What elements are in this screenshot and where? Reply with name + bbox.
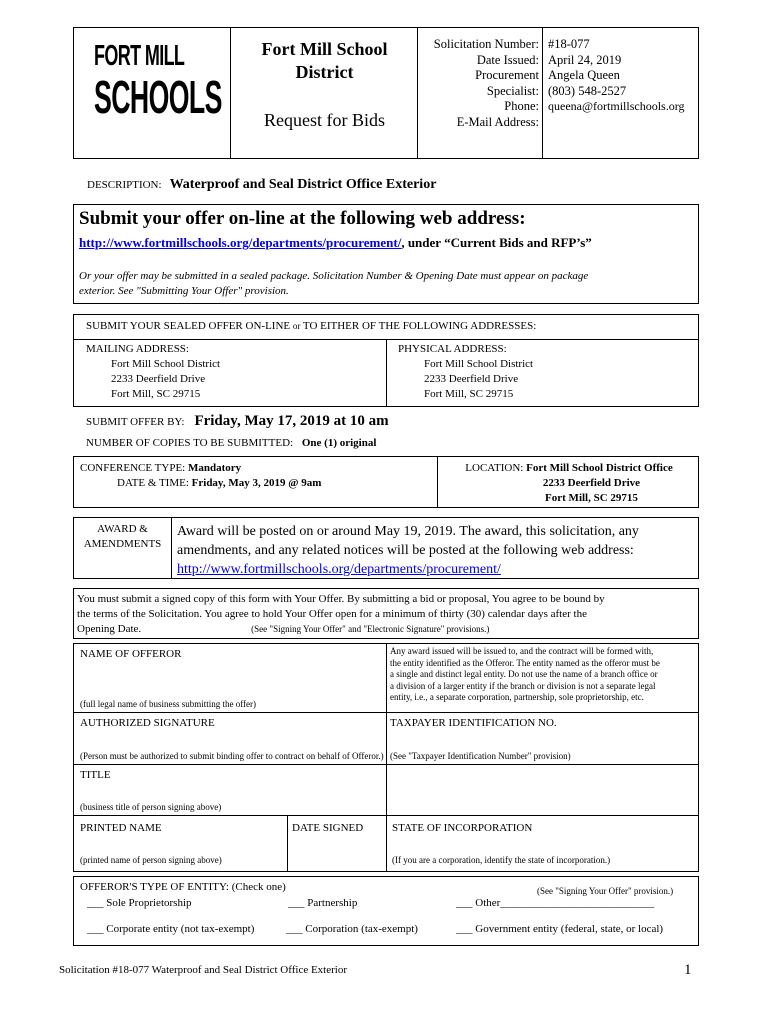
date-issued: April 24, 2019 xyxy=(548,52,622,67)
title-field[interactable] xyxy=(78,783,382,799)
taxpayer-id-field[interactable] xyxy=(390,731,694,747)
printed-name-note: (printed name of person signing above) xyxy=(80,855,222,865)
description-label: DESCRIPTION: xyxy=(87,179,162,191)
date-signed-field[interactable] xyxy=(290,836,382,866)
conference-type: CONFERENCE TYPE: Mandatory DATE & TIME: Friday, May 3, 2019 @ 9am xyxy=(80,462,322,489)
online-note: Or your offer may be submitted in a sealed package. Solicitation Number & Opening Date must appear on package exterior. See "Submitting Your Offer" provision. xyxy=(79,270,589,297)
state-of-incorporation-field[interactable] xyxy=(390,836,694,852)
name-of-offeror-note: (full legal name of business submitting the offer) xyxy=(80,699,257,709)
district-logo xyxy=(94,40,222,140)
authorized-signature-note: (Person must be authorized to submit binding offer to contract on behalf of Offeror.) xyxy=(80,751,384,761)
page-number: 1 xyxy=(684,962,692,978)
request-type: Request for Bids xyxy=(264,110,385,130)
award-entity-note: Any award issued will be issued to, and the contract will be formed with, the entity identified as the Offeror. The entity named as the offeror must be a single and distinct legal entity. Do not use the name of a branch office or a division of a larger entity if the branch or division is not a separate legal entity, i.e., a separate corporation, partnership, sole proprietorship, etc. xyxy=(390,646,660,703)
phone: (803) 548-2527 xyxy=(548,83,627,98)
state-of-incorporation-note: (If you are a corporation, identify the state of incorporation.) xyxy=(392,855,611,865)
footer-text: Solicitation #18-077 Waterproof and Seal District Office Exterior xyxy=(59,964,347,976)
taxpayer-id-label: TAXPAYER IDENTIFICATION NO. xyxy=(390,717,557,729)
entity-government[interactable]: ___ Government entity (federal, state, or local) xyxy=(456,923,664,935)
entity-see: (See "Signing Your Offer" provision.) xyxy=(537,886,674,896)
date-signed-label: DATE SIGNED xyxy=(292,822,364,834)
name-of-offeror-label: NAME OF OFFEROR xyxy=(80,648,182,660)
authorized-signature-field[interactable] xyxy=(78,731,382,747)
address-heading: SUBMIT YOUR SEALED OFFER ON-LINE or TO EITHER OF THE FOLLOWING ADDRESSES: xyxy=(86,320,537,332)
description xyxy=(87,175,436,193)
physical-address: PHYSICAL ADDRESS: Fort Mill School District 2233 Deerfield Drive Fort Mill, SC 29715 xyxy=(398,343,534,400)
award-text: Award will be posted on or around May 19, 2019. The award, this solicitation, any amendments, and any related notices will be posted at the following web address: http://www.fortmillschools.org/departments/procurement/ xyxy=(177,524,639,577)
submit-deadline: Friday, May 17, 2019 at 10 am xyxy=(194,413,389,429)
description-value: Waterproof and Seal District Office Exterior xyxy=(169,177,437,192)
printed-name-field[interactable] xyxy=(78,836,283,852)
entity-sole-proprietorship[interactable]: ___ Sole Proprietorship xyxy=(87,897,192,909)
state-of-incorporation-label: STATE OF INCORPORATION xyxy=(392,822,533,834)
logo-line2: SCHOOLS xyxy=(94,71,222,123)
email: queena@fortmillschools.org xyxy=(548,99,685,113)
procurement-specialist: Angela Queen xyxy=(548,68,620,82)
conference-location: LOCATION: Fort Mill School District Office 2233 Deerfield Drive Fort Mill, SC 29715 xyxy=(465,462,673,504)
solicitation-number: #18-077 xyxy=(548,37,590,51)
online-heading: Submit your offer on-line at the following web address: xyxy=(79,208,526,229)
entity-other[interactable]: ___ Other____________________________ xyxy=(456,897,655,909)
header-field-labels: Solicitation Number: Date Issued: Procurement Specialist: Phone: E-Mail Address: xyxy=(433,37,539,129)
online-url-line: http://www.fortmillschools.org/departments/procurement/, under “Current Bids and RFP’s” xyxy=(79,235,592,250)
entity-partnership[interactable]: ___ Partnership xyxy=(288,897,358,909)
taxpayer-id-note: (See "Taxpayer Identification Number" provision) xyxy=(390,751,571,761)
award-link[interactable]: http://www.fortmillschools.org/departments/procurement/ xyxy=(177,562,501,577)
submit-by: SUBMIT OFFER BY: Friday, May 17, 2019 at 10 am xyxy=(86,413,389,429)
entity-label: OFFEROR'S TYPE OF ENTITY: (Check one) xyxy=(80,881,286,893)
copies: NUMBER OF COPIES TO BE SUBMITTED: One (1) original xyxy=(86,437,377,449)
entity-corporate[interactable]: ___ Corporate entity (not tax-exempt) xyxy=(87,923,255,935)
logo-line1: FORT MILL xyxy=(94,40,185,72)
procurement-link[interactable]: http://www.fortmillschools.org/departments/procurement/ xyxy=(79,235,402,250)
title-label: TITLE xyxy=(80,769,111,781)
title-note: (business title of person signing above) xyxy=(80,802,222,812)
printed-name-label: PRINTED NAME xyxy=(80,822,162,834)
entity-corporation-tax-exempt[interactable]: ___ Corporation (tax-exempt) xyxy=(286,923,418,935)
signing-statement: You must submit a signed copy of this form with Your Offer. By submitting a bid or proposal, You agree to be bound by the terms of the Solicitation. You agree to hold Your Offer open for a minimum of thirty (30) calendar days after the Opening Date. (See "Signing Your Offer" and "Electronic Signature" provisions.) xyxy=(77,593,605,635)
name-of-offeror-field[interactable] xyxy=(78,664,382,694)
district-name: Fort Mill School District xyxy=(261,39,388,82)
authorized-signature-label: AUTHORIZED SIGNATURE xyxy=(80,717,215,729)
award-label: AWARD & AMENDMENTS xyxy=(83,523,162,550)
header-field-values xyxy=(548,37,698,115)
mailing-address: MAILING ADDRESS: Fort Mill School District 2233 Deerfield Drive Fort Mill, SC 29715 xyxy=(86,343,221,400)
